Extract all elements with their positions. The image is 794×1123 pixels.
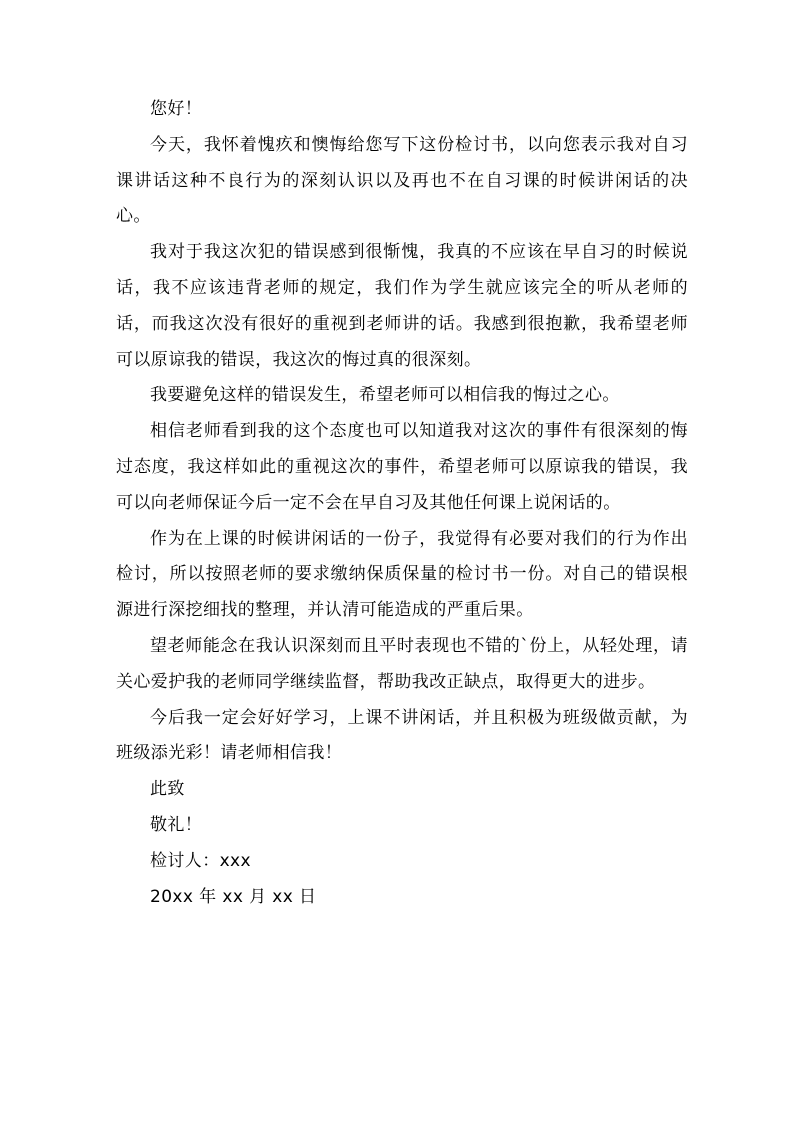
greeting: 您好！ — [150, 99, 203, 119]
paragraph-6: 望老师能念在我认识深刻而且平时表现也不错的`份上，从轻处理，请关心爱护我的老师同学继续监督，帮助我改正缺点，取得更大的进步。 — [116, 635, 688, 692]
paragraph-5: 作为在上课的时候讲闲话的一份子，我觉得有必要对我们的行为作出检讨，所以按照老师的要求缴纳保质保量的检讨书一份。对自己的错误根源进行深挖细找的整理，并认清可能造成的严重后果。 — [116, 528, 688, 621]
paragraph-2: 我对于我这次犯的错误感到很惭愧，我真的不应该在早自习的时候说话，我不应该违背老师的规定，我们作为学生就应该完全的听从老师的话，而我这次没有很好的重视到老师讲的话。我感到很抱歉，我希望老师可以原谅我的错误，我这次的悔过真的很深刻。 — [116, 242, 688, 370]
signature: 检讨人：xxx — [150, 850, 251, 871]
closing-salutation: 此致 — [150, 779, 185, 800]
date: 20xx 年 xx 月 xx 日 — [150, 886, 317, 907]
letter-body — [116, 92, 688, 915]
paragraph-3: 我要避免这样的错误发生，希望老师可以相信我的悔过之心。 — [150, 385, 620, 406]
paragraph-1: 今天，我怀着愧疚和懊悔给您写下这份检讨书，以向您表示我对自习课讲话这种不良行为的深刻认识以及再也不在自习课的时候讲闲话的决心。 — [116, 134, 688, 227]
paragraph-4: 相信老师看到我的这个态度也可以知道我对这次的事件有很深刻的悔过态度，我这样如此的重视这次的事件，希望老师可以原谅我的错误，我可以向老师保证今后一定不会在早自习及其他任何课上说闲话的。 — [116, 421, 688, 513]
paragraph-7: 今后我一定会好好学习，上课不讲闲话，并且积极为班级做贡献，为班级添光彩！请老师相信我！ — [116, 707, 688, 764]
closing-respect: 敬礼！ — [150, 814, 203, 835]
